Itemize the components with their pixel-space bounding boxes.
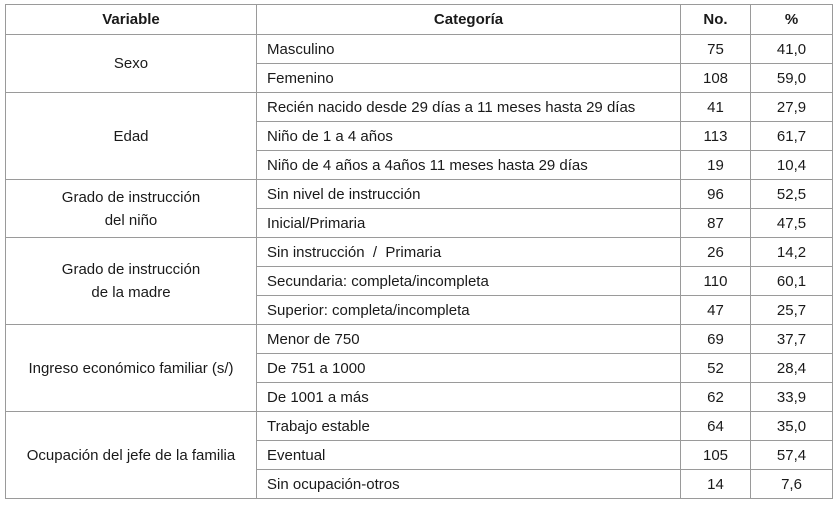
percent-cell: 57,4 (751, 441, 833, 470)
percent-cell: 7,6 (751, 470, 833, 499)
category-cell: Superior: completa/incompleta (257, 296, 681, 325)
count-cell: 64 (681, 412, 751, 441)
variable-cell (6, 325, 257, 412)
percent-cell: 35,0 (751, 412, 833, 441)
variable-cell (6, 180, 257, 238)
variable-cell (6, 238, 257, 325)
variable-cell (6, 412, 257, 499)
category-cell: Inicial/Primaria (257, 209, 681, 238)
table-row (6, 325, 833, 354)
count-cell: 110 (681, 267, 751, 296)
category-cell: Sin instrucción / Primaria (257, 238, 681, 267)
variable-label: Sexo (113, 55, 149, 72)
percent-cell: 59,0 (751, 64, 833, 93)
category-cell: Sin ocupación-otros (257, 470, 681, 499)
table-row (6, 238, 833, 267)
percent-cell: 52,5 (751, 180, 833, 209)
category-cell: Sin nivel de instrucción (257, 180, 681, 209)
variable-label: Ocupación del jefe de la familia (26, 446, 236, 464)
category-cell: Recién nacido desde 29 días a 11 meses hasta 29 días (257, 93, 681, 122)
count-cell: 96 (681, 180, 751, 209)
category-cell: Trabajo estable (257, 412, 681, 441)
count-cell: 19 (681, 151, 751, 180)
category-cell: Menor de 750 (257, 325, 681, 354)
percent-cell: 27,9 (751, 93, 833, 122)
count-cell: 108 (681, 64, 751, 93)
count-cell: 87 (681, 209, 751, 238)
percent-cell: 41,0 (751, 35, 833, 64)
count-cell: 47 (681, 296, 751, 325)
category-cell: Eventual (257, 441, 681, 470)
header-no: No. (681, 5, 751, 35)
category-cell: De 751 a 1000 (257, 354, 681, 383)
category-cell: Niño de 4 años a 4años 11 meses hasta 29 días (257, 151, 681, 180)
variable-label-line2: del niño (104, 211, 158, 229)
header-variable: Variable (6, 5, 257, 35)
table-row (6, 180, 833, 209)
count-cell: 113 (681, 122, 751, 151)
table-row (6, 412, 833, 441)
header-pct: % (751, 5, 833, 35)
percent-cell: 14,2 (751, 238, 833, 267)
category-cell: De 1001 a más (257, 383, 681, 412)
percent-cell: 60,1 (751, 267, 833, 296)
count-cell: 26 (681, 238, 751, 267)
variable-cell (6, 93, 257, 180)
percent-cell: 37,7 (751, 325, 833, 354)
variable-label-line1: Grado de instrucción (61, 188, 201, 206)
variable-label-line2: de la madre (91, 284, 171, 301)
data-table (5, 4, 833, 499)
header-categoria: Categoría (257, 5, 681, 35)
count-cell: 41 (681, 93, 751, 122)
percent-cell: 10,4 (751, 151, 833, 180)
count-cell: 52 (681, 354, 751, 383)
variable-cell (6, 35, 257, 93)
percent-cell: 47,5 (751, 209, 833, 238)
variable-label-line1: Grado de instrucción (61, 261, 201, 278)
category-cell: Secundaria: completa/incompleta (257, 267, 681, 296)
table-row (6, 93, 833, 122)
count-cell: 69 (681, 325, 751, 354)
count-cell: 62 (681, 383, 751, 412)
percent-cell: 33,9 (751, 383, 833, 412)
category-cell: Femenino (257, 64, 681, 93)
count-cell: 14 (681, 470, 751, 499)
category-cell: Niño de 1 a 4 años (257, 122, 681, 151)
percent-cell: 28,4 (751, 354, 833, 383)
percent-cell: 61,7 (751, 122, 833, 151)
count-cell: 105 (681, 441, 751, 470)
count-cell: 75 (681, 35, 751, 64)
variable-label: Edad (113, 127, 149, 145)
header-row (6, 5, 833, 35)
table-row (6, 35, 833, 64)
variable-label: Ingreso económico familiar (s/) (28, 359, 234, 377)
category-cell: Masculino (257, 35, 681, 64)
percent-cell: 25,7 (751, 296, 833, 325)
